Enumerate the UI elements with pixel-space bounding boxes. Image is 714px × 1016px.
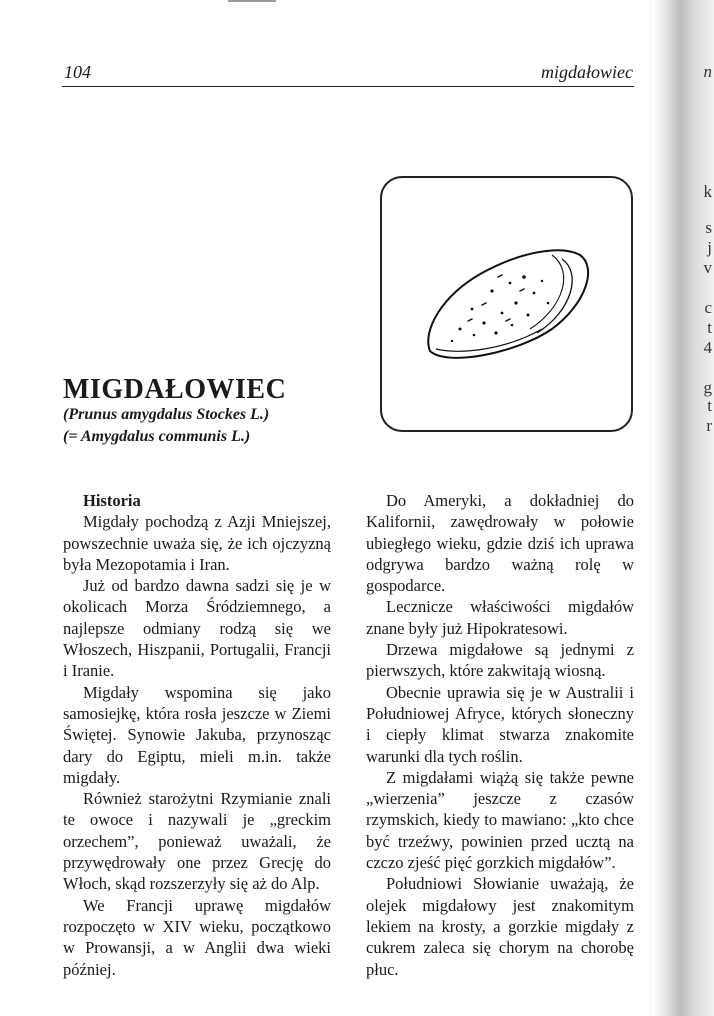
paragraph: Południowi Słowianie uważają, że olejek migdałowy jest znakomitym lekiem na krosty, a gorzkie migdały z cukrem zaleca się chorym na chorobę płuc. <box>366 874 634 979</box>
paragraph: Z migdałami wiążą się także pewne „wierzenia” jeszcze z czasów rzymskich, kiedy to mawiano: „kto chce być trzeźwy, powinien przed ucztą na czczo zjeść pięć gorzkich migdałów”. <box>366 767 634 873</box>
almond-icon <box>412 233 602 373</box>
next-page-char: t <box>707 318 712 337</box>
running-title: migdałowiec <box>541 62 633 82</box>
next-page-char: t <box>707 396 712 415</box>
next-page-char: k <box>703 182 712 201</box>
paragraph: Lecznicze właściwości migdałów znane były już Hipokratesowi. <box>366 597 634 638</box>
header-rule <box>62 86 634 87</box>
next-page-header-char: n <box>703 62 712 81</box>
paragraph: Również starożytni Rzymianie znali te owoce i nazywali je „greckim orzechem”, ponieważ uważali, że przywędrowały one przez Grecję do Włoch, skąd rozszerzyły się aż do Alp. <box>63 789 331 894</box>
paragraph: Migdały wspomina się jako samosiejkę, która rosła jeszcze w Ziemi Świętej. Synowie Jakuba, przynosząc dary do Egiptu, mieli m.in. także migdały. <box>63 682 331 787</box>
paragraph: Drzewa migdałowe są jednymi z pierwszych, które zakwitają wiosną. <box>366 640 634 681</box>
paragraph: Obecnie uprawia się je w Australii i Południowej Afryce, których słoneczny i ciepły klimat stwarza znakomite warunki dla tych roślin. <box>366 682 634 766</box>
paragraph: Już od bardzo dawna sadzi się je w okolicach Morza Śródziemnego, a najlepsze odmiany rodzą się we Włoszech, Hiszpanii, Portugalii, Francji i Iranie. <box>63 576 331 681</box>
latin-name-primary: (Prunus amygdalus Stockes L.) <box>63 406 270 423</box>
entry-title: MIGDAŁOWIEC <box>63 374 287 405</box>
paragraph: Migdały pochodzą z Azji Mniejszej, powszechnie uważa się, że ich ojczyzną była Mezopotamia i Iran. <box>63 512 331 574</box>
next-page-char: g <box>703 378 712 397</box>
paragraph: Do Ameryki, a dokładniej do Kalifornii, zawędrowały w połowie ubiegłego wieku, gdzie dziś ich uprawa odgrywa bardzo ważną rolę w gospodarce. <box>366 491 634 596</box>
next-page-char: j <box>707 238 712 257</box>
next-page-char: r <box>706 416 712 435</box>
latin-name-synonym: (= Amygdalus communis L.) <box>63 428 251 445</box>
left-text-column <box>63 490 331 980</box>
paragraph: We Francji uprawę migdałów rozpoczęto w XIV wieku, początkowo w Prowansji, a w Anglii dwa wieki później. <box>63 895 331 979</box>
page-number: 104 <box>64 62 91 82</box>
next-page-char: v <box>703 258 712 277</box>
section-heading-history: Historia <box>83 491 141 510</box>
right-text-column <box>366 490 634 980</box>
page-edge-mark <box>228 0 276 2</box>
next-page-char: 4 <box>703 338 712 357</box>
book-gutter <box>652 0 714 1016</box>
next-page-char: c <box>704 298 712 317</box>
almond-illustration-frame <box>380 176 633 432</box>
next-page-char: s <box>705 218 712 237</box>
